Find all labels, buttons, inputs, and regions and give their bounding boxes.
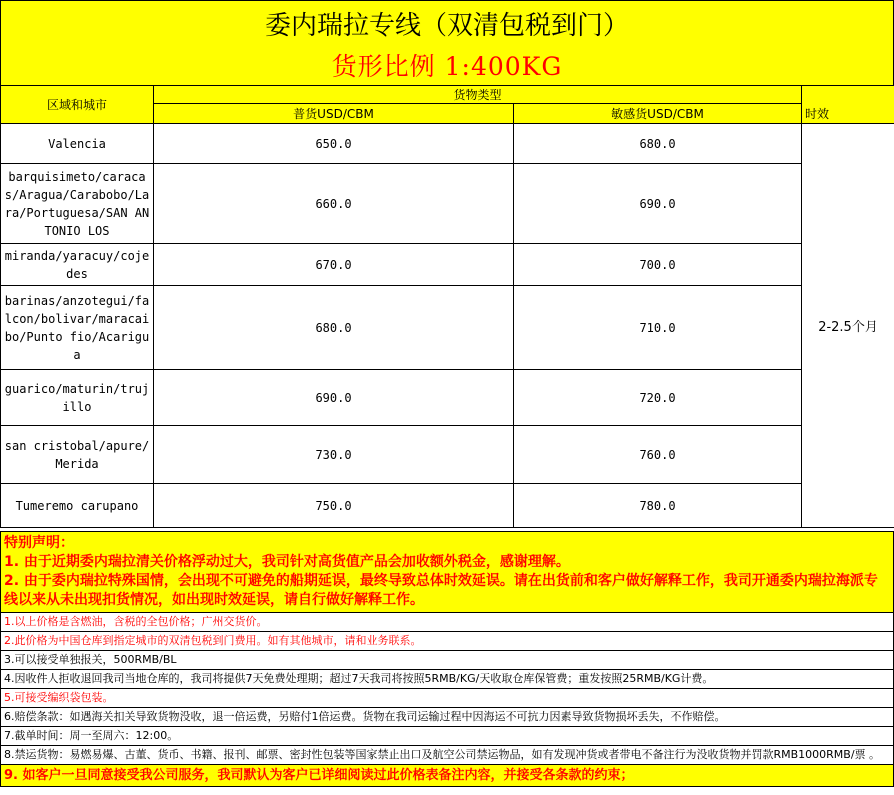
general-rate: 680.0 [154,286,514,370]
notes-section [0,531,894,787]
table-row [1,124,894,164]
sensitive-rate: 690.0 [514,164,802,244]
sensitive-rate: 710.0 [514,286,802,370]
table-row [1,370,894,426]
sensitive-rate: 780.0 [514,484,802,528]
header-cargo-type: 货物类型 [154,86,802,104]
region-cell: barinas/anzotegui/falcon/bolivar/maracaibo/Punto fio/Acarigua [1,286,154,370]
special-statement-heading: 特别声明： [4,535,74,551]
sensitive-rate: 720.0 [514,370,802,426]
header-sensitive: 敏感货USD/CBM [514,104,802,124]
general-rate: 730.0 [154,426,514,484]
table-row [1,164,894,244]
region-cell: san cristobal/apure/Merida [1,426,154,484]
note-item: 7.截单时间：周一至周六：12:00。 [0,727,894,746]
header-blank [802,86,894,104]
note-item: 6.赔偿条款：如遇海关扣关导致货物没收，退一倍运费，另赔付1倍运费。货物在我司运输过程中因海运不可抗力因素导致货物损坏丢失，不作赔偿。 [0,708,894,727]
note-item: 8.禁运货物：易燃易爆、古董、货币、书籍、报刊、邮票、密封性包装等国家禁止出口及航空公司禁运物品，如有发现冲货或者带电不备注行为没收货物并罚款RMB1000RMB/票 。 [0,746,894,765]
sensitive-rate: 760.0 [514,426,802,484]
general-rate: 660.0 [154,164,514,244]
region-cell: miranda/yaracuy/cojedes [1,244,154,286]
table-row [1,426,894,484]
general-rate: 670.0 [154,244,514,286]
final-note: 9. 如客户一旦同意接受我公司服务，我司默认为客户已详细阅读过此价格表备注内容，并接受各条款的约束； [0,765,894,787]
note-item: 1.以上价格是含燃油，含税的全包价格；广州交货价。 [0,612,894,632]
note-item: 3.可以接受单独报关，500RMB/BL [0,651,894,670]
general-rate: 650.0 [154,124,514,164]
header-time: 时效 [802,104,894,124]
header-region: 区域和城市 [1,86,154,124]
special-statement-2: 2. 由于委内瑞拉特殊国情，会出现不可避免的船期延误，最终导致总体时效延误。请在出货前和客户做好解释工作，我司开通委内瑞拉海派专线以来从未出现扣货情况，如出现时效延误，请自行做好解释工作。 [4,573,878,608]
sensitive-rate: 700.0 [514,244,802,286]
note-item: 2.此价格为中国仓库到指定城市的双清包税到门费用。如有其他城市，请和业务联系。 [0,632,894,651]
note-item: 4.因收件人拒收退回我司当地仓库的，我司将提供7天免费处理期；超过7天我司将按照5RMB/KG/天收取仓库保管费；重发按照25RMB/KG计费。 [0,670,894,689]
table-row [1,244,894,286]
region-cell: barquisimeto/caracas/Aragua/Carabobo/Lara/Portuguesa/SAN ANTONIO LOS [1,164,154,244]
transit-time: 2-2.5个月 [802,124,894,528]
note-item: 5.可接受编织袋包装。 [0,689,894,708]
region-cell: Tumeremo carupano [1,484,154,528]
sensitive-rate: 680.0 [514,124,802,164]
table-row [1,286,894,370]
region-cell: Valencia [1,124,154,164]
general-rate: 690.0 [154,370,514,426]
special-statement-1: 1. 由于近期委内瑞拉清关价格浮动过大，我司针对高货值产品会加收额外税金，感谢理解。 [4,554,570,570]
table-row [1,484,894,528]
region-cell: guarico/maturin/trujillo [1,370,154,426]
general-rate: 750.0 [154,484,514,528]
rate-table [0,85,894,528]
special-statement [0,531,894,612]
sheet-title: 委内瑞拉专线（双清包税到门） [0,0,894,46]
header-general: 普货USD/CBM [154,104,514,124]
volume-ratio: 货形比例 1:400KG [0,45,894,86]
